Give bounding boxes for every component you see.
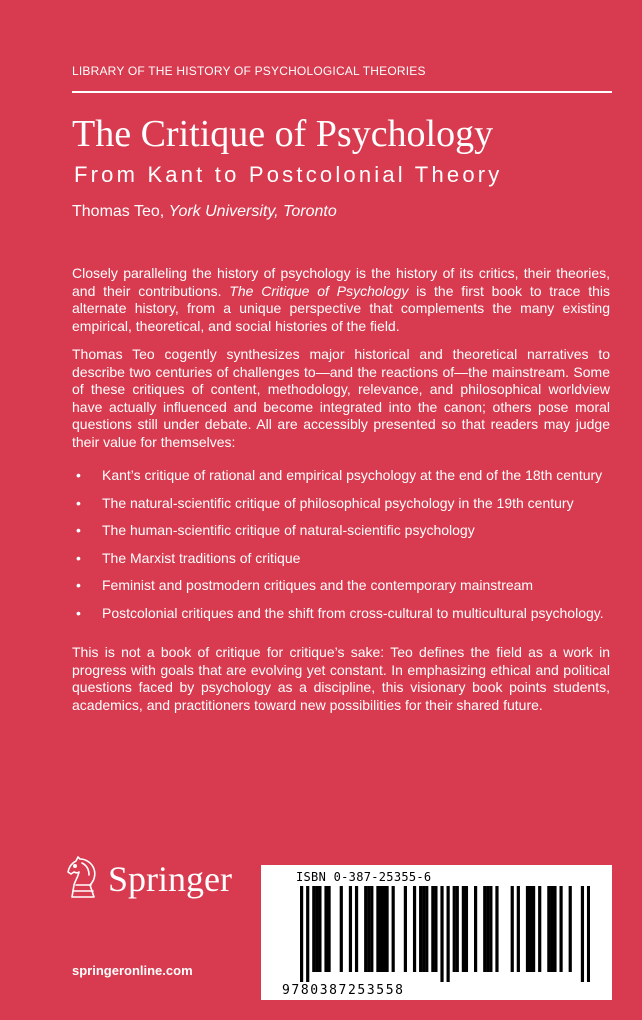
barcode-bar xyxy=(526,886,529,972)
barcode-bar xyxy=(370,886,373,972)
book-title: The Critique of Psychology xyxy=(72,113,494,155)
barcode-bar xyxy=(440,886,443,982)
barcode-bar xyxy=(327,886,330,972)
list-item xyxy=(76,577,610,595)
list-item xyxy=(76,549,610,568)
barcode-bar xyxy=(587,886,590,982)
list-item xyxy=(76,604,610,623)
bullet-icon: • xyxy=(76,604,81,621)
barcode-bar xyxy=(474,886,477,972)
list-item-text: Feminist and postmodern critiques and the contemporary mainstream xyxy=(102,577,534,593)
barcode-bar xyxy=(489,886,492,972)
barcode-bar xyxy=(483,886,486,972)
ean-digits: 9780387253558 xyxy=(282,983,405,998)
publisher-url: springeronline.com xyxy=(72,963,193,978)
barcode-bar xyxy=(447,886,450,982)
barcode-bar xyxy=(538,886,541,972)
blurb-paragraph-1 xyxy=(72,265,610,335)
barcode-bar xyxy=(486,886,489,972)
barcode-bar xyxy=(312,886,315,972)
barcode-bar xyxy=(532,886,535,972)
barcode-bar xyxy=(550,886,553,972)
barcode-bar xyxy=(306,886,309,982)
barcode-bar xyxy=(379,886,382,972)
barcode-bar xyxy=(553,886,556,972)
publisher-name: Springer xyxy=(108,859,232,899)
author-affiliation: York University, Toronto xyxy=(168,203,337,220)
bullet-icon: • xyxy=(76,522,81,538)
blurb xyxy=(72,265,610,725)
bullet-icon: • xyxy=(76,494,81,511)
list-item-text: Postcolonial critiques and the shift from cross-cultural to multicultural psychology. xyxy=(102,604,604,621)
barcode-bar xyxy=(419,886,422,972)
book-subtitle: From Kant to Postcolonial Theory xyxy=(74,162,503,187)
publisher-logo xyxy=(64,853,232,903)
list-item xyxy=(76,494,610,513)
barcode-bar xyxy=(569,886,572,972)
blurb-p1-text: Closely paralleling the history of psychology is the history of its critics, their theories, and their contributions. xyxy=(72,265,610,299)
barcode-bars xyxy=(300,886,590,982)
barcode-bar xyxy=(340,886,343,972)
barcode-bar xyxy=(511,886,514,972)
barcode-bar xyxy=(392,886,395,972)
barcode-bar xyxy=(324,886,327,972)
barcode-bar xyxy=(422,886,425,972)
barcode-bar xyxy=(425,886,428,972)
list-item-text: The Marxist traditions of critique xyxy=(102,549,301,566)
barcode-bar xyxy=(404,886,407,972)
barcode-bar xyxy=(547,886,550,972)
list-item-text: Kant’s critique of rational and empirical psychology at the end of the 18th century xyxy=(102,467,603,483)
barcode-bar xyxy=(367,886,370,972)
barcode-bar xyxy=(559,886,562,972)
barcode-bar xyxy=(495,886,498,972)
critiques-list xyxy=(72,467,610,622)
barcode-bar xyxy=(465,886,468,972)
blurb-book-title: The Critique of Psychology xyxy=(229,282,409,299)
barcode-bar xyxy=(453,886,456,972)
barcode-bar xyxy=(517,886,520,972)
barcode-bar xyxy=(434,886,437,972)
bullet-icon: • xyxy=(76,467,81,483)
barcode-bar xyxy=(431,886,434,972)
list-item xyxy=(76,467,610,485)
barcode-bar xyxy=(385,886,388,972)
barcode-bar xyxy=(315,886,318,972)
list-item xyxy=(76,522,610,540)
list-item-text: The natural-scientific critique of philosophical psychology in the 19th century xyxy=(102,494,574,511)
list-item-text: The human-scientific critique of natural-scientific psychology xyxy=(102,522,475,538)
barcode-bar xyxy=(355,886,358,972)
bullet-icon: • xyxy=(76,549,81,566)
barcode-bar xyxy=(376,886,379,972)
bullet-icon: • xyxy=(76,577,81,593)
barcode-bar xyxy=(413,886,416,972)
header-rule xyxy=(72,91,612,93)
blurb-paragraph-3: This is not a book of critique for critique’s sake: Teo defines the field as a work in progress with goals that are evolving yet constant. In emphasizing ethical and political questions faced by psychology as a discipline, this visionary book points students, academics, and practitioners toward new possibilities for their shared future. xyxy=(72,644,610,713)
author-name: Thomas Teo, xyxy=(72,203,165,220)
barcode-bar xyxy=(456,886,459,972)
blurb-paragraph-2: Thomas Teo cogently synthesizes major historical and theoretical narratives to describe two centuries of challenges to—and the reactions of—the mainstream. Some of these critiques of content, methodology, relevance, and philosophical worldview have actually influenced and become integrated into the canon; others pose moral questions still under debate. All are accessibly presented so that readers may judge their value for themselves: xyxy=(72,346,610,450)
barcode-bar xyxy=(318,886,321,972)
barcode-bar xyxy=(364,886,367,972)
isbn-label: ISBN 0-387-25355-6 xyxy=(296,870,432,884)
barcode-bar xyxy=(462,886,465,972)
barcode-bar xyxy=(349,886,352,972)
barcode-bar xyxy=(529,886,532,972)
blurb-p1-text-cont: is the first book to trace this alternate history, from a unique perspective that complements the many existing empirical, theoretical, and social histories of the field. xyxy=(72,282,611,334)
springer-knight-icon xyxy=(64,855,102,901)
author-byline xyxy=(72,203,337,221)
barcode-bar xyxy=(382,886,385,972)
barcode-bar xyxy=(581,886,584,982)
series-name: LIBRARY OF THE HISTORY OF PSYCHOLOGICAL THEORIES xyxy=(72,64,426,78)
barcode-bar xyxy=(300,886,303,982)
